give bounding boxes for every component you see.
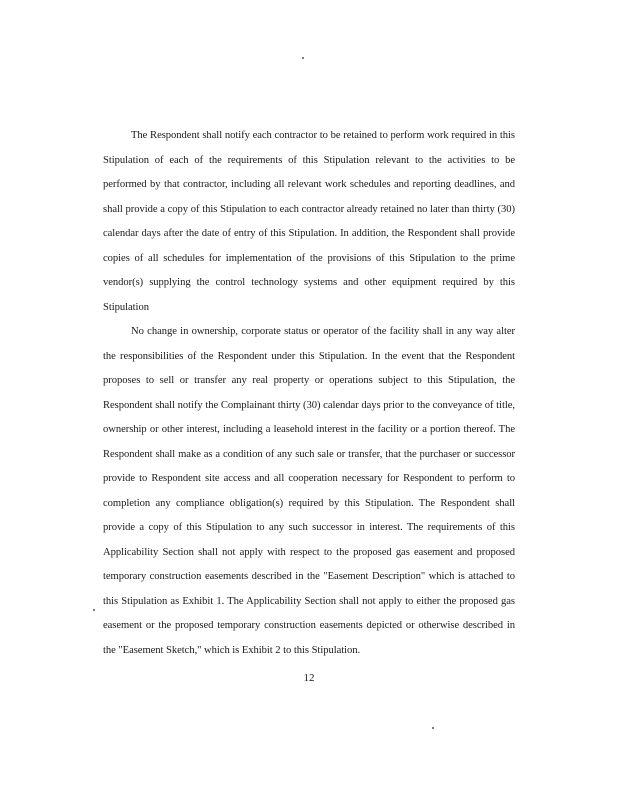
- body-text: [103, 124, 515, 663]
- paragraph-ownership-change: No change in ownership, corporate status or operator of the facility shall in any way alter the responsibilities of the Respondent under this Stipulation. In the event that the Respondent proposes to sell or transfer any real property or operations subject to this Stipulation, the Respondent shall notify the Complainant thirty (30) calendar days prior to the conveyance of title, ownership or other interest, including a leasehold interest in the facility or a portion thereof. The Respondent shall make as a condition of any such sale or transfer, that the purchaser or successor provide to Respondent site access and all cooperation necessary for Respondent to perform to completion any compliance obligation(s) required by this Stipulation. The Respondent shall provide a copy of this Stipulation to any such successor in interest. The requirements of this Applicability Section shall not apply with respect to the proposed gas easement and proposed temporary construction easements described in the "Easement Description" which is attached to this Stipulation as Exhibit 1. The Applicability Section shall not apply to either the proposed gas easement or the proposed temporary construction easements depicted or otherwise described in the "Easement Sketch," which is Exhibit 2 to this Stipulation.: [103, 326, 515, 656]
- scan-speck: [432, 727, 434, 729]
- page-number: 12: [303, 672, 315, 684]
- scan-speck: [93, 609, 95, 611]
- scan-speck: [302, 57, 304, 59]
- paragraph-contractor-notice: The Respondent shall notify each contractor to be retained to perform work required in this Stipulation of each of the requirements of this Stipulation relevant to the activities to be performed by that contractor, including all relevant work schedules and reporting deadlines, and shall provide a copy of this Stipulation to each contractor already retained no later than thirty (30) calendar days after the date of entry of this Stipulation. In addition, the Respondent shall provide copies of all schedules for implementation of the provisions of this Stipulation to the prime vendor(s) supplying the control technology systems and other equipment required by this Stipulation: [103, 130, 515, 313]
